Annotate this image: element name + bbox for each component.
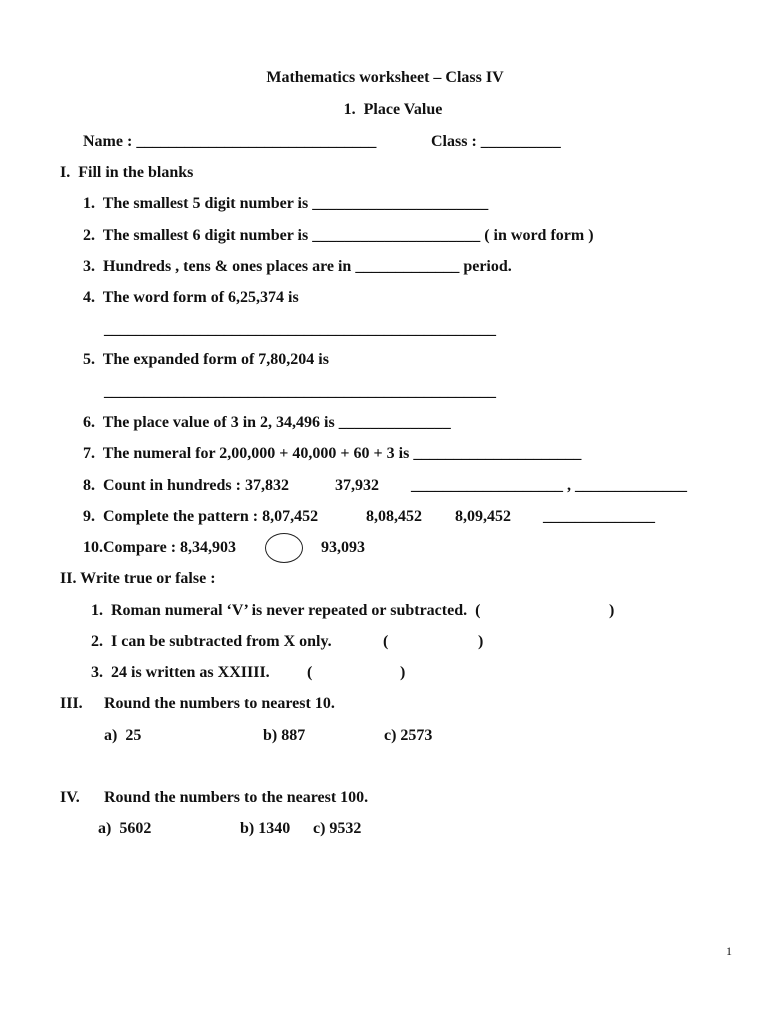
question-1-1: 1. The smallest 5 digit number is ______________________ (83, 195, 489, 212)
question-4-b: b) 1340 (240, 820, 291, 837)
worksheet-title: Mathematics worksheet – Class IV (266, 69, 504, 86)
question-1-9-term-3: 8,09,452 (455, 508, 511, 525)
question-2-2-open: ( (383, 633, 389, 650)
question-2-1-close: ) (609, 602, 615, 619)
question-1-9: 9. Complete the pattern : 8,07,452 (83, 508, 319, 525)
section-2-heading: II. Write true or false : (60, 570, 216, 587)
section-3-heading: Round the numbers to nearest 10. (104, 695, 335, 712)
name-field: Name : ______________________________ (83, 133, 377, 150)
question-4-a: a) 5602 (98, 820, 152, 837)
question-2-3-close: ) (400, 664, 406, 681)
question-1-8-term-2: 37,932 (335, 477, 379, 494)
worksheet-subtitle: 1. Place Value (343, 101, 443, 118)
question-1-4: 4. The word form of 6,25,374 is (83, 289, 299, 306)
section-4-heading: Round the numbers to the nearest 100. (104, 789, 369, 806)
question-1-7: 7. The numeral for 2,00,000 + 40,000 + 60 + 3 is _____________________ (83, 445, 582, 462)
compare-circle (265, 533, 303, 563)
question-3-a: a) 25 (104, 727, 142, 744)
question-1-3: 3. Hundreds , tens & ones places are in _____________ period. (83, 258, 512, 275)
question-3-b: b) 887 (263, 727, 306, 744)
class-field: Class : __________ (431, 133, 561, 150)
question-2-3: 3. 24 is written as XXIIII. (91, 664, 270, 681)
question-1-4-blank: _________________________________________________ (104, 321, 496, 338)
question-4-c: c) 9532 (313, 820, 362, 837)
question-1-8-blanks: ___________________ , ______________ (411, 477, 687, 494)
question-1-10: 10.Compare : 8,34,903 (83, 539, 237, 556)
question-2-2: 2. I can be subtracted from X only. (91, 633, 332, 650)
section-3-numeral: III. (60, 695, 83, 712)
question-2-1: 1. Roman numeral ‘V’ is never repeated or subtracted. ( (91, 602, 481, 619)
question-1-9-blank: ______________ (543, 508, 655, 525)
question-2-2-close: ) (478, 633, 484, 650)
question-1-8: 8. Count in hundreds : 37,832 (83, 477, 289, 494)
section-4-numeral: IV. (60, 789, 80, 806)
question-1-2: 2. The smallest 6 digit number is _____________________ ( in word form ) (83, 227, 594, 244)
page-number: 1 (726, 944, 732, 958)
question-2-3-open: ( (307, 664, 313, 681)
section-1-heading: I. Fill in the blanks (60, 164, 194, 181)
question-3-c: c) 2573 (384, 727, 433, 744)
question-1-10-term-2: 93,093 (321, 539, 365, 556)
question-1-9-term-2: 8,08,452 (366, 508, 422, 525)
question-1-5-blank: _________________________________________________ (104, 383, 496, 400)
question-1-5: 5. The expanded form of 7,80,204 is (83, 351, 329, 368)
question-1-6: 6. The place value of 3 in 2, 34,496 is ______________ (83, 414, 451, 431)
